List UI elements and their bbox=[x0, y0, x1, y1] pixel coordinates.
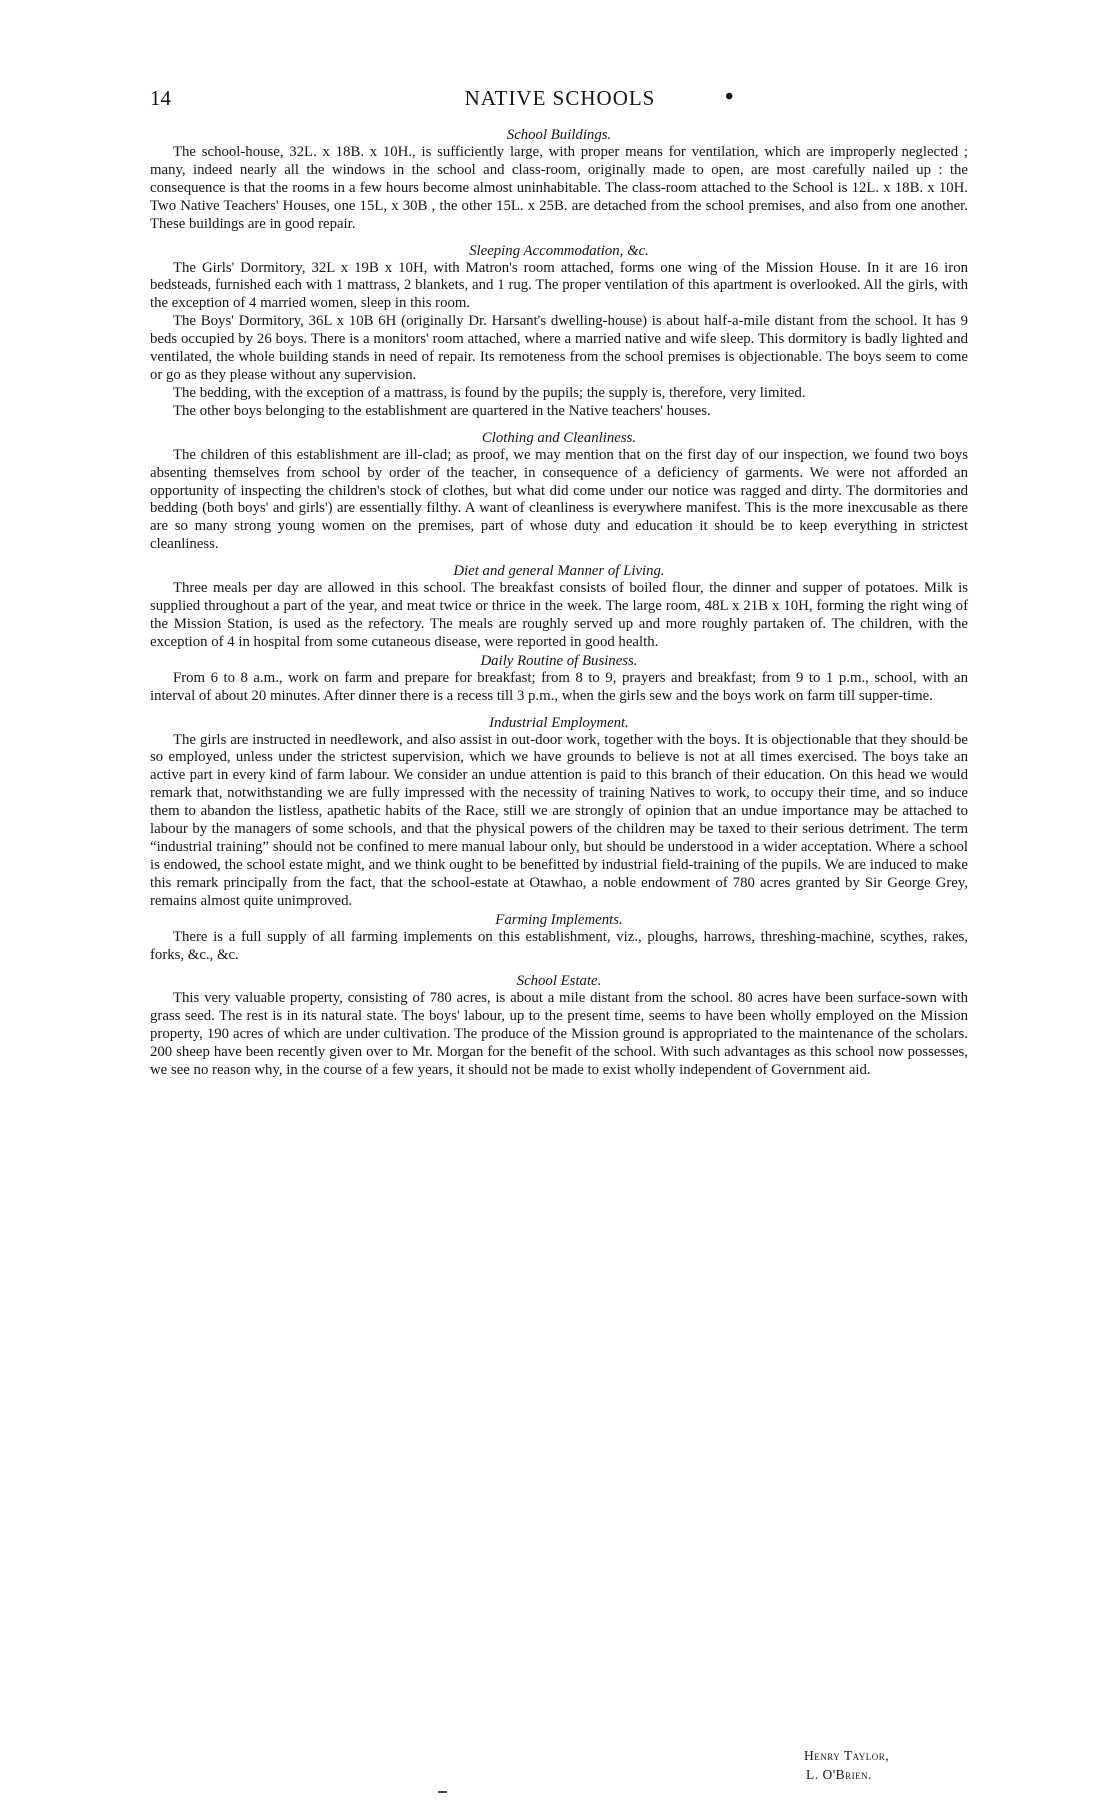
page-number: 14 bbox=[150, 86, 171, 110]
section-heading-diet: Diet and general Manner of Living. bbox=[453, 563, 665, 580]
section-heading-farming-implements: Farming Implements. bbox=[495, 911, 623, 928]
section-heading-industrial-employment: Industrial Employment. bbox=[489, 714, 629, 731]
paragraph: This very valuable property, consisting of 780 acres, is about a mile distant from the school. 80 acres have been surface-sown with grass seed. The rest is in its natural state. The boys' labour, up to the present time, seems to have been wholly employed on the Mission property, 190 acres of which are under cultivation. The produce of the Mission ground is appropriated to the maintenance of the scholars. 200 sheep have been recently given over to Mr. Morgan for the benefit of the school. With such advantages as this school now possesses, we see no reason why, in the course of a few years, it should not be made to exist wholly independent of Government aid. bbox=[150, 990, 968, 1079]
page-header bbox=[150, 86, 970, 116]
paragraph: The other boys belonging to the establishment are quartered in the Native teachers' houses. bbox=[173, 402, 711, 419]
section-heading-sleeping-accommodation: Sleeping Accommodation, &c. bbox=[469, 242, 649, 259]
section-heading-clothing: Clothing and Cleanliness. bbox=[481, 429, 637, 446]
section-heading-school-estate: School Estate. bbox=[516, 973, 602, 990]
page-end-rule bbox=[438, 1791, 447, 1793]
signature-henry-taylor: Henry Taylor, bbox=[804, 1748, 890, 1763]
paragraph: The Boys' Dormitory, 36L x 10B 6H (originally Dr. Harsant's dwelling-house) is about half-a-mile distant from the school. It has 9 beds occupied by 26 boys. There is a monitors' room attached, where a married native and wife sleep. This dormitory is badly lighted and ventilated, the whole building stands in need of repair. Its remoteness from the school premises is objectionable. The boys seem to come or go as they please without any supervision. bbox=[150, 313, 968, 383]
paragraph: From 6 to 8 a.m., work on farm and prepare for breakfast; from 8 to 9, prayers and breakfast; from 9 to 1 p.m., school, with an interval of about 20 minutes. After dinner there is a recess till 3 p.m., when the girls sew and the boys work on farm till supper-time. bbox=[150, 669, 968, 704]
paragraph: The girls are instructed in needlework, and also assist in out-door work, together with the boys. It is objectionable that they should be so employed, unless under the strictest supervision, which we have grounds to believe is not at all times exercised. The boys take an active part in every kind of farm labour. We consider an undue attention is paid to this branch of their education. On this head we would remark that, notwithstanding we are fully impressed with the necessity of training Natives to work, to occupy their time, and so induce them to abandon the listless, apathetic habits of the Race, still we are strongly of opinion that an undue importance may be attached to labour by the managers of some schools, and that the physical powers of the children may be taxed to their serious detriment. The term “industrial training” should not be confined to mere manual labour only, but should be understood in a wider acceptation. Where a school is endowed, the school estate might, and we think ought to be benefitted by industrial field-training of the pupils. We are induced to make this remark principally from the fact, that the school-estate at Otawhao, a noble endowment of 780 acres granted by Sir George Grey, remains almost quite unimproved. bbox=[150, 731, 968, 909]
paragraph: The Girls' Dormitory, 32L x 19B x 10H, with Matron's room attached, forms one wing of the Mission House. In it are 16 iron bedsteads, furnished each with 1 mattrass, 2 blankets, and 1 rug. The proper ventilation of this apartment is overlooked. All the girls, with the exception of 4 married women, sleep in this room. bbox=[150, 259, 968, 312]
paragraph: The bedding, with the exception of a mattrass, is found by the pupils; the supply is, therefore, very limited. bbox=[173, 384, 806, 401]
signature-l-obrien: L. O'Brien. bbox=[806, 1767, 873, 1782]
running-title: NATIVE SCHOOLS bbox=[464, 86, 656, 110]
body-text bbox=[150, 126, 968, 1080]
section-heading-school-buildings: School Buildings. bbox=[506, 127, 612, 143]
signatures bbox=[804, 1746, 889, 1784]
section-heading-daily-routine: Daily Routine of Business. bbox=[480, 652, 638, 669]
paragraph: The school-house, 32L. x 18B. x 10H., is sufficiently large, with proper means for ventilation, which are improperly neglected ; many, indeed nearly all the windows in the school and class-room, originally made to open, are most carefully nailed up : the consequence is that the rooms in a few hours become almost uninhabitable. The class-room attached to the School is 12L. x 18B. x 10H. Two Native Teachers' Houses, one 15L, x 30B , the other 15L. x 25B. are detached from the school premises, and also from one another. These buildings are in good repair. bbox=[150, 144, 968, 232]
paragraph: Three meals per day are allowed in this school. The breakfast consists of boiled flour, the dinner and supper of potatoes. Milk is supplied throughout a part of the year, and meat twice or thrice in the week. The large room, 48L x 21B x 10H, forming the right wing of the Mission Station, is used as the refectory. The meals are roughly served up and more roughly partaken of. The children, with the exception of 4 in hospital from some cutaneous disease, were reported in good health. bbox=[150, 580, 968, 650]
header-mark: • bbox=[725, 84, 734, 110]
paragraph: There is a full supply of all farming implements on this establishment, viz., ploughs, harrows, threshing-machine, scythes, rakes, forks, &c., &c. bbox=[150, 928, 968, 963]
paragraph: The children of this establishment are ill-clad; as proof, we may mention that on the first day of our inspection, we found two boys absenting themselves from school by order of the teacher, in consequence of a deficiency of garments. We were not afforded an opportunity of inspecting the children's stock of clothes, but what did come under our notice was ragged and dirty. The dormitories and bedding (both boys' and girls') are essentially filthy. A want of cleanliness is everywhere manifest. This is the more inexcusable as there are so many strong young women on the premises, part of whose duty and education it should be to keep everything in strictest cleanliness. bbox=[150, 446, 968, 553]
